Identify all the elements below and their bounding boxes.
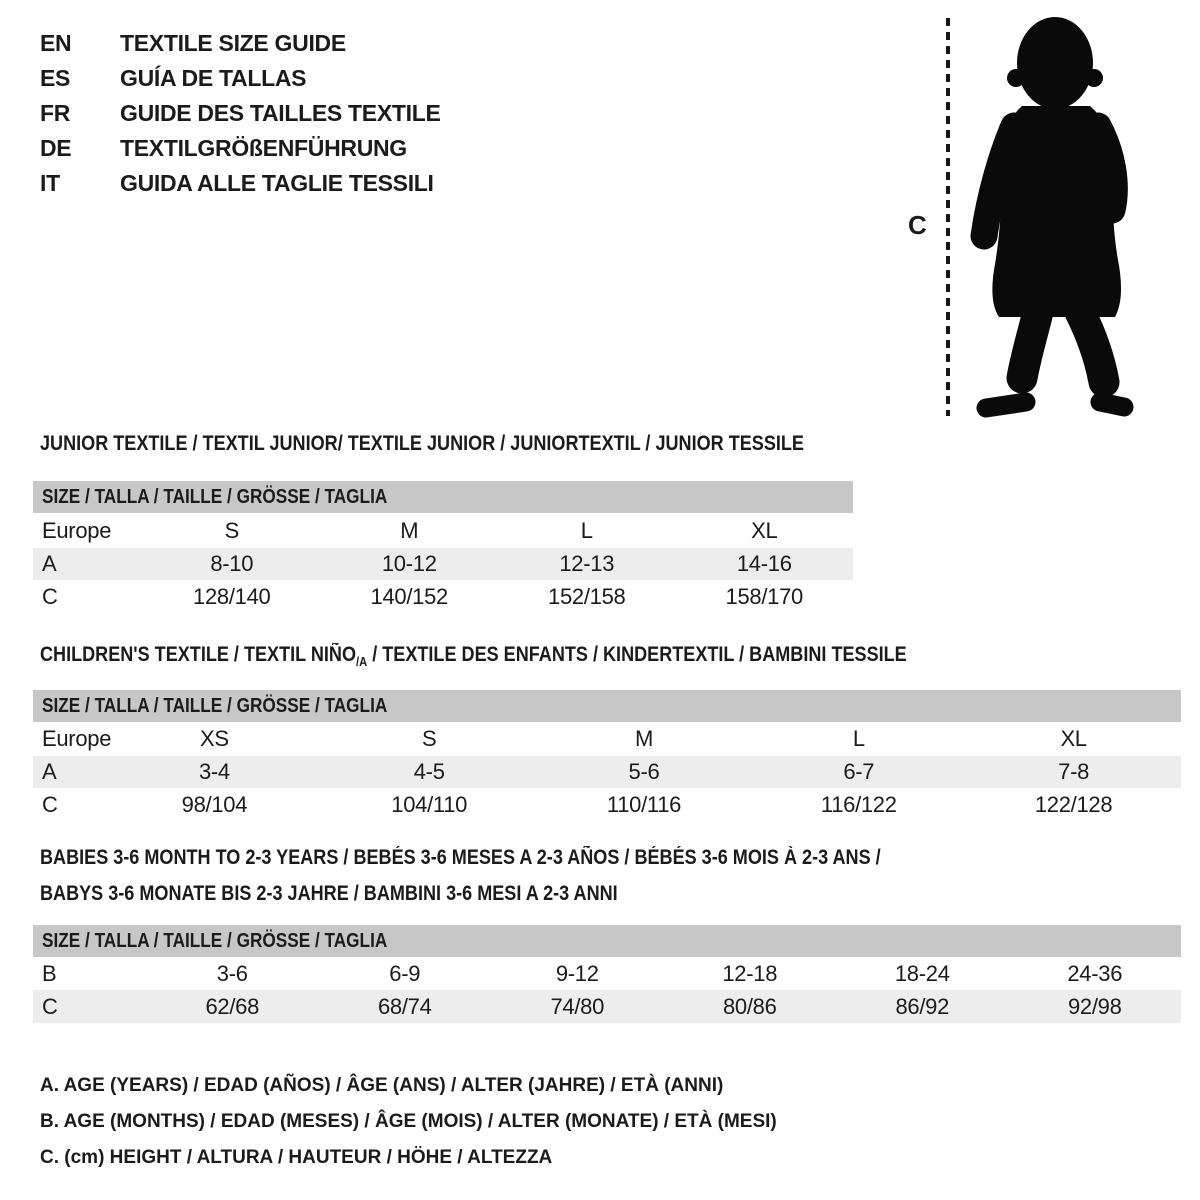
lang-row-de — [40, 131, 441, 166]
table-cell: 3-6 — [216, 961, 248, 986]
legend-line-b: B. AGE (MONTHS) / EDAD (MESES) / ÂGE (MOIS) / ALTER (MONATE) / ETÀ (MESI) — [40, 1111, 777, 1132]
table-cell: 74/80 — [550, 994, 605, 1019]
children-columns-row — [33, 722, 1181, 756]
table-cell: 14-16 — [736, 551, 792, 576]
table-cell: 4-5 — [413, 759, 445, 784]
table-cell: 80/86 — [722, 994, 777, 1019]
guide-title-es: GUÍA DE TALLAS — [120, 65, 307, 91]
table-cell: 7-8 — [1058, 759, 1090, 784]
size-col-s: S — [422, 726, 437, 751]
region-label: Europe — [42, 726, 112, 751]
children-title-rest: / TEXTILE DES ENFANTS / KINDERTEXTIL / BAMBINI TESSILE — [367, 643, 907, 666]
toddler-silhouette — [956, 14, 1138, 418]
size-col-xl: XL — [1060, 726, 1087, 751]
children-age-row — [33, 756, 1181, 788]
babies-size-table — [33, 925, 1181, 1023]
table-cell: 128/140 — [193, 584, 271, 609]
table-cell: 140/152 — [370, 584, 448, 609]
size-col-l: L — [580, 518, 593, 543]
legend-line-a: A. AGE (YEARS) / EDAD (AÑOS) / ÂGE (ANS) / ALTER (JAHRE) / ETÀ (ANNI) — [40, 1075, 724, 1096]
size-col-m: M — [634, 726, 653, 751]
table-cell: 3-4 — [198, 759, 230, 784]
table-cell: 62/68 — [205, 994, 260, 1019]
row-label-b: B — [42, 961, 57, 986]
row-label-c: C — [42, 994, 58, 1019]
children-size-table — [33, 690, 1181, 822]
junior-height-row — [33, 580, 853, 614]
junior-title-text: JUNIOR TEXTILE / TEXTIL JUNIOR/ TEXTILE JUNIOR / JUNIORTEXTIL / JUNIOR TESSILE — [40, 432, 804, 455]
junior-age-row — [33, 548, 853, 580]
size-header-text: SIZE / TALLA / TAILLE / GRÖSSE / TAGLIA — [42, 486, 388, 508]
junior-size-table — [33, 481, 853, 614]
lang-row-fr — [40, 96, 441, 131]
lang-code: DE — [40, 135, 72, 161]
lang-code: ES — [40, 65, 71, 91]
row-label-a: A — [42, 551, 57, 576]
table-cell: 12-13 — [559, 551, 615, 576]
children-section-title — [40, 643, 1048, 669]
lang-code: EN — [40, 30, 72, 56]
babies-section-title-line2 — [40, 882, 712, 906]
junior-section-title — [40, 432, 928, 456]
size-header-bar — [33, 925, 1181, 957]
table-cell: 6-9 — [389, 961, 421, 986]
table-cell: 92/98 — [1067, 994, 1122, 1019]
babies-section-title-line1 — [40, 846, 1018, 870]
babies-months-row — [33, 957, 1181, 990]
babies-title-text-line1: BABIES 3-6 MONTH TO 2-3 YEARS / BEBÉS 3-6 MESES A 2-3 AÑOS / BÉBÉS 3-6 MOIS À 2-3 ANS / — [40, 846, 881, 869]
size-header-bar — [33, 690, 1181, 722]
table-cell: 6-7 — [843, 759, 875, 784]
children-title-subscript: /A — [356, 654, 368, 670]
size-col-l: L — [852, 726, 865, 751]
babies-height-row — [33, 990, 1181, 1023]
table-cell: 68/74 — [377, 994, 432, 1019]
table-cell: 98/104 — [181, 792, 248, 817]
lang-row-es — [40, 61, 441, 96]
guide-title-fr: GUIDE DES TAILLES TEXTILE — [120, 100, 441, 126]
lang-row-it — [40, 166, 441, 201]
legend-line-c: C. (cm) HEIGHT / ALTURA / HAUTEUR / HÖHE / ALTEZZA — [40, 1147, 553, 1168]
table-cell: 9-12 — [555, 961, 599, 986]
size-col-xl: XL — [751, 518, 778, 543]
babies-title-text-line2: BABYS 3-6 MONATE BIS 2-3 JAHRE / BAMBINI 3-6 MESI A 2-3 ANNI — [40, 882, 618, 905]
children-height-row — [33, 788, 1181, 822]
size-col-xs: XS — [200, 726, 229, 751]
size-col-m: M — [400, 518, 419, 543]
legend — [40, 1068, 777, 1176]
size-header-bar — [33, 481, 853, 513]
table-cell: 158/170 — [725, 584, 803, 609]
table-cell: 18-24 — [894, 961, 950, 986]
table-cell: 152/158 — [548, 584, 626, 609]
table-cell: 116/122 — [820, 792, 897, 817]
table-cell: 8-10 — [210, 551, 254, 576]
size-col-s: S — [224, 518, 239, 543]
table-cell: 10-12 — [381, 551, 437, 576]
size-header-text: SIZE / TALLA / TAILLE / GRÖSSE / TAGLIA — [42, 930, 388, 952]
table-cell: 122/128 — [1034, 792, 1113, 817]
height-dashed-line — [946, 18, 950, 416]
lang-code: FR — [40, 100, 71, 126]
row-label-c: C — [42, 792, 58, 817]
table-cell: 86/92 — [895, 994, 950, 1019]
guide-title-de: TEXTILGRÖßENFÜHRUNG — [120, 135, 407, 161]
children-title-text — [40, 643, 907, 669]
children-title-main: CHILDREN'S TEXTILE / TEXTIL NIÑO — [40, 643, 357, 666]
table-cell: 5-6 — [628, 759, 660, 784]
language-title-list — [40, 26, 441, 201]
table-cell: 12-18 — [722, 961, 778, 986]
table-cell: 110/116 — [606, 792, 682, 817]
region-label: Europe — [42, 518, 112, 543]
junior-columns-row — [33, 513, 853, 548]
table-cell: 24-36 — [1067, 961, 1123, 986]
size-header-text: SIZE / TALLA / TAILLE / GRÖSSE / TAGLIA — [42, 695, 388, 717]
table-cell: 104/110 — [391, 792, 468, 817]
lang-row-en — [40, 26, 441, 61]
guide-title-en: TEXTILE SIZE GUIDE — [120, 30, 346, 56]
row-label-c: C — [42, 584, 58, 609]
lang-code: IT — [40, 170, 60, 196]
row-label-a: A — [42, 759, 57, 784]
height-marker-label: C — [908, 210, 927, 240]
guide-title-it: GUIDA ALLE TAGLIE TESSILI — [120, 170, 434, 196]
